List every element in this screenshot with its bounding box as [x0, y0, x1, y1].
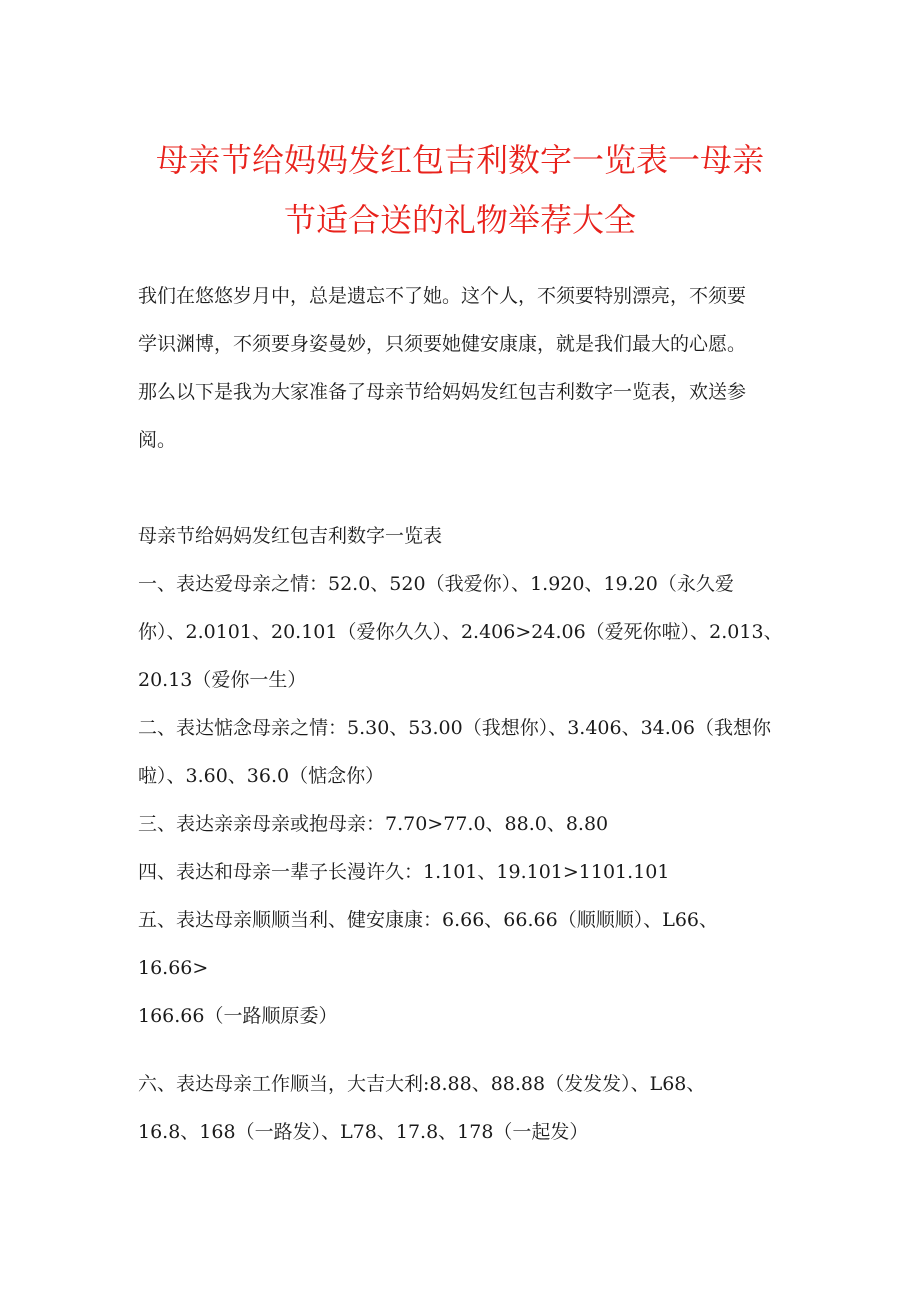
list-item-line: 166.66（一路顺原委） — [138, 1005, 338, 1027]
title-line: 母亲节给妈妈发红包吉利数字一览表一母亲 — [155, 141, 764, 179]
list-item-line: 五、表达母亲顺顺当利、健安康康：6.66、66.66（顺顺顺）、L66、 — [138, 909, 718, 931]
list-item — [138, 848, 798, 896]
document-title — [100, 130, 820, 250]
list-item — [138, 1060, 798, 1156]
list-item — [138, 560, 798, 704]
list-item-line: 16.66> — [138, 957, 209, 979]
intro-line: 学识渊博，不须要身姿曼妙，只须要她健安康康，就是我们最大的心愿。 — [138, 333, 747, 355]
intro-paragraph — [138, 272, 798, 464]
section-heading: 母亲节给妈妈发红包吉利数字一览表 — [138, 525, 443, 547]
list-item — [138, 800, 798, 848]
list-item-line: 你）、2.0101、20.101（爱你久久）、2.406>24.06（爱死你啦）、2.013、 — [138, 621, 783, 643]
intro-line: 我们在悠悠岁月中，总是遗忘不了她。这个人，不须要特别漂亮，不须要 — [138, 285, 747, 307]
intro-line: 那么以下是我为大家准备了母亲节给妈妈发红包吉利数字一览表，欢送参 — [138, 381, 747, 403]
list-item-line: 一、表达爱母亲之情：52.0、520（我爱你）、1.920、19.20（永久爱 — [138, 573, 734, 595]
list-item-line: 三、表达亲亲母亲或抱母亲：7.70>77.0、88.0、8.80 — [138, 813, 609, 835]
list-item-line: 六、表达母亲工作顺当，大吉大利:8.88、88.88（发发发）、L68、 — [138, 1073, 706, 1095]
list-item — [138, 896, 798, 1040]
intro-line: 阅。 — [138, 429, 177, 451]
list-item-line: 四、表达和母亲一辈子长漫许久：1.101、19.101>1101.101 — [138, 861, 670, 883]
list-item-line: 二、表达惦念母亲之情：5.30、53.00（我想你）、3.406、34.06（我想你 — [138, 717, 771, 739]
lucky-number-list — [138, 512, 798, 1156]
list-item-line: 啦）、3.60、36.0（惦念你） — [138, 765, 385, 787]
list-item — [138, 704, 798, 800]
list-item-line: 16.8、168（一路发）、L78、17.8、178（一起发） — [138, 1121, 589, 1143]
paragraph-gap — [138, 1040, 798, 1060]
title-line: 节适合送的礼物举荐大全 — [283, 201, 636, 239]
list-item-line: 20.13（爱你一生） — [138, 669, 307, 691]
